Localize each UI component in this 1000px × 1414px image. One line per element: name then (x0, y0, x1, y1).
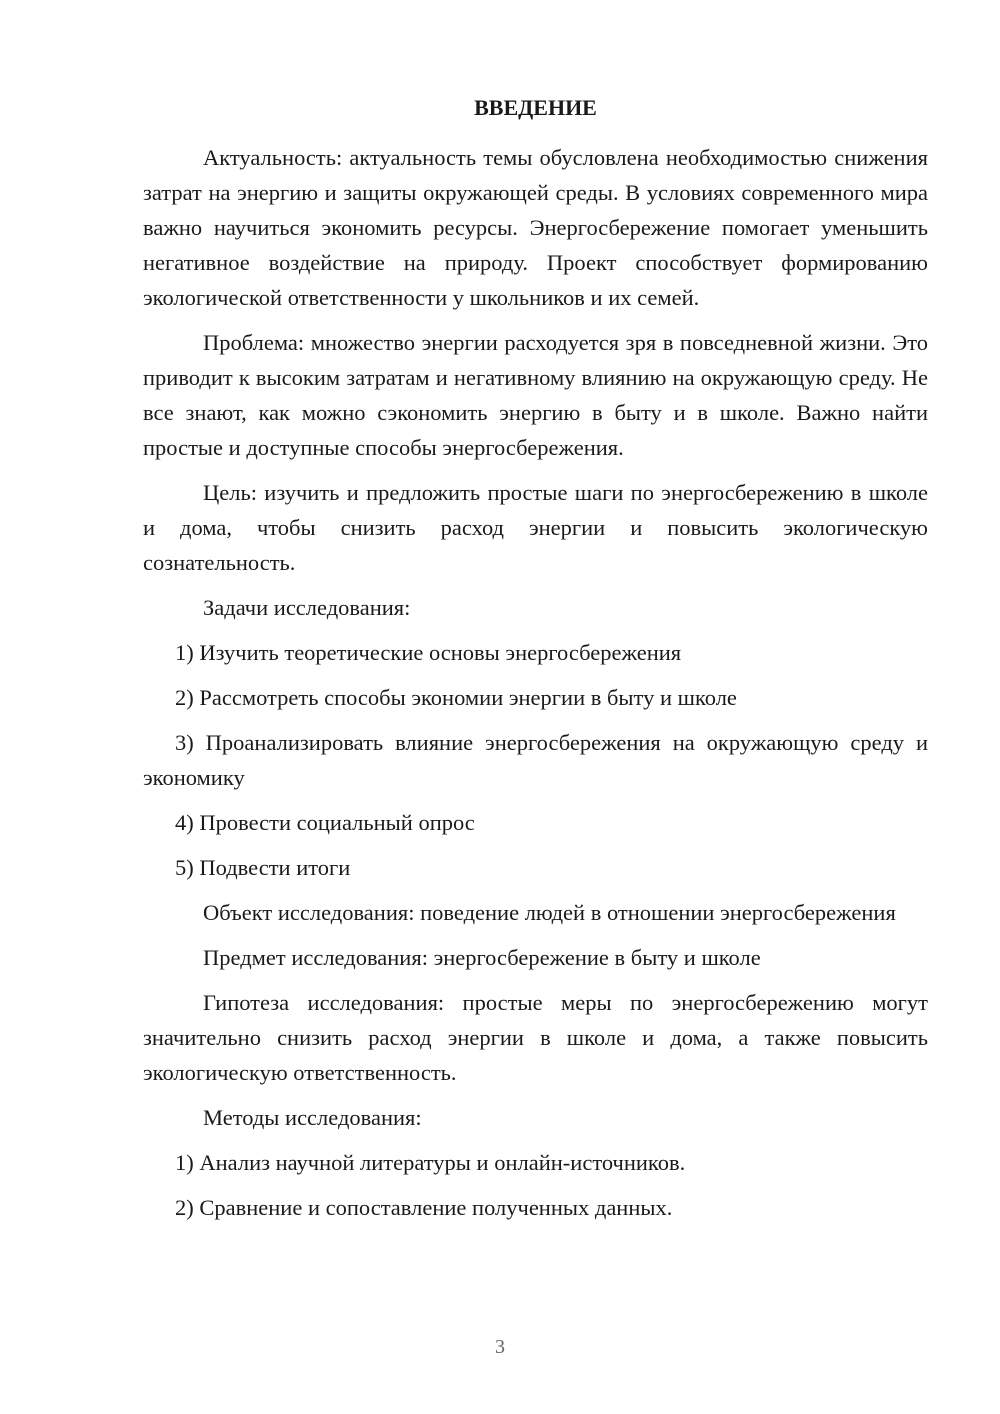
page-number: 3 (495, 1336, 505, 1358)
task-item-2: 2) Рассмотреть способы экономии энергии в быту и школе (175, 685, 737, 710)
hypothesis-paragraph: Гипотеза исследования: простые меры по энергосбережению могут значительно снизить расход энергии в школе и дома, а также повысить экологическую ответственность. (143, 990, 928, 1085)
task-item-1: 1) Изучить теоретические основы энергосбережения (175, 640, 682, 665)
goal-paragraph: Цель: изучить и предложить простые шаги по энергосбережению в школе и дома, чтобы снизить расход энергии и повысить экологическую сознательность. (143, 480, 928, 575)
methods-heading: Методы исследования: (203, 1105, 422, 1130)
page-title: ВВЕДЕНИЕ (474, 95, 597, 120)
object-paragraph: Объект исследования: поведение людей в отношении энергосбережения (203, 900, 896, 925)
relevance-paragraph: Актуальность: актуальность темы обусловлена необходимостью снижения затрат на энергию и защиты окружающей среды. В условиях современного мира важно научиться экономить ресурсы. Энергосбережение помогает уменьшить негативное воздействие на природу. Проект способствует формированию экологической ответственности у школьников и их семей. (143, 145, 928, 310)
task-item-3: 3) Проанализировать влияние энергосбережения на окружающую среду и экономику (143, 730, 928, 790)
problem-paragraph: Проблема: множество энергии расходуется зря в повседневной жизни. Это приводит к высоким затратам и негативному влиянию на окружающую среду. Не все знают, как можно сэкономить энергию в быту и в школе. Важно найти простые и доступные способы энергосбережения. (143, 330, 928, 460)
task-item-4: 4) Провести социальный опрос (175, 810, 475, 835)
task-item-5: 5) Подвести итоги (175, 855, 351, 880)
tasks-heading: Задачи исследования: (203, 595, 411, 620)
method-item-2: 2) Сравнение и сопоставление полученных данных. (175, 1195, 673, 1220)
method-item-1: 1) Анализ научной литературы и онлайн-источников. (175, 1150, 686, 1175)
page-content (143, 90, 928, 1235)
subject-paragraph: Предмет исследования: энергосбережение в быту и школе (203, 945, 761, 970)
